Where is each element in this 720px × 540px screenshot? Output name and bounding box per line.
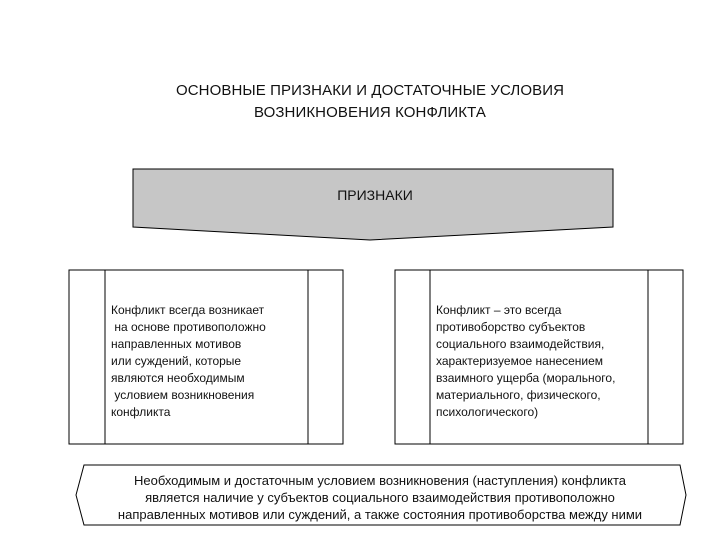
- conclusion-text: [80, 472, 680, 523]
- conclusion-line-3: направленных мотивов или суждений, а также состояния противоборства между ними: [117, 507, 643, 522]
- signs-banner: [133, 169, 613, 240]
- diagram-title-line-1: ОСНОВНЫЕ ПРИЗНАКИ И ДОСТАТОЧНЫЕ УСЛОВИЯ: [175, 82, 565, 99]
- left-card-text: Конфликт всегда возникает на основе противоположно направленных мотивов или суждений, которые являются необходимым условием возникновения конфликта: [111, 303, 266, 419]
- diagram-title-line-2: ВОЗНИКНОВЕНИЯ КОНФЛИКТА: [253, 104, 487, 121]
- conclusion-line-2: является наличие у субъектов социального взаимодействия противоположно: [145, 490, 615, 505]
- conclusion-line-1: Необходимым и достаточным условием возникновения (наступления) конфликта: [133, 473, 627, 488]
- signs-label: ПРИЗНАКИ: [337, 187, 413, 203]
- right-card-text: Конфликт – это всегда противоборство субъектов социального взаимодействия, характеризуемое нанесением взаимного ущерба (морального, материального, физического, психологического): [436, 303, 616, 419]
